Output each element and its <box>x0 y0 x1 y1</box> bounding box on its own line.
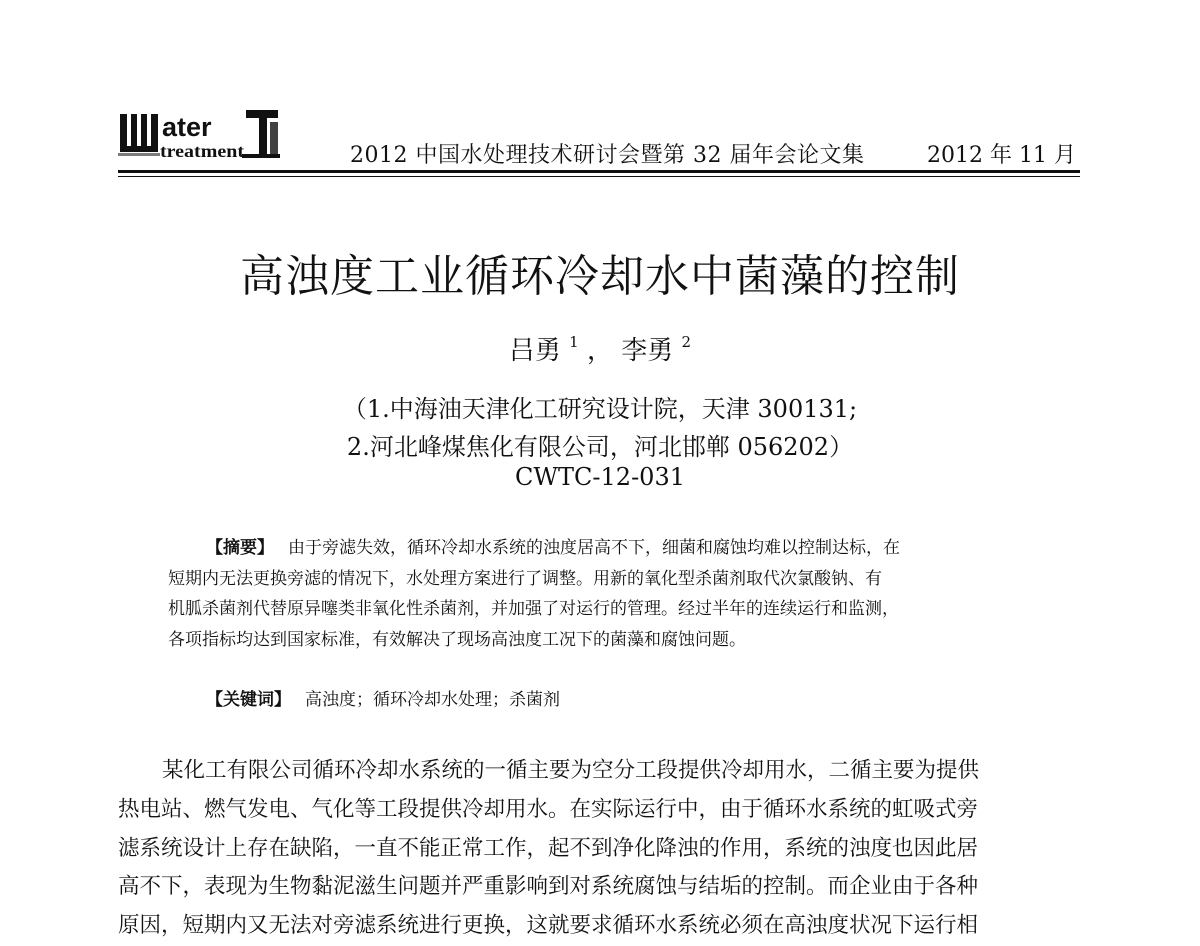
keywords <box>206 685 560 710</box>
body-paragraph <box>118 752 1080 946</box>
issue-date: 2012 年 11 月 <box>927 143 1076 168</box>
running-header <box>118 108 1080 174</box>
abstract-line <box>168 533 1030 564</box>
keywords-label: 【关键词】 <box>206 690 291 710</box>
body-line: 某化工有限公司循环冷却水系统的一循主要为空分工段提供冷却用水，二循主要为提供 <box>162 758 980 783</box>
abstract-label: 【摘要】 <box>206 538 274 558</box>
abstract-line: 各项指标均达到国家标准，有效解决了现场高浊度工况下的菌藻和腐蚀问题。 <box>168 629 746 650</box>
abstract-line: 机胍杀菌剂代替原异噻类非氧化性杀菌剂，并加强了对运行的管理。经过半年的连续运行和监测， <box>168 599 899 619</box>
keywords-text: 高浊度；循环冷却水处理；杀菌剂 <box>305 690 560 710</box>
author-name: 李勇 <box>621 336 674 366</box>
body-line: 原因，短期内又无法对旁滤系统进行更换，这就要求循环水系统必须在高浊度状况下运行相 <box>118 913 979 939</box>
paper-code: CWTC-12-031 <box>515 463 685 491</box>
affiliation-mark: 1 <box>569 333 579 351</box>
affiliation-mark: 2 <box>681 333 692 351</box>
paper-title: 高浊度工业循环冷却水中菌藻的控制 <box>240 251 960 302</box>
abstract-text: 由于旁滤失效，循环冷却水系统的浊度居高不下，细菌和腐蚀均难以控制达标，在 <box>288 538 900 558</box>
logo-word-top: ater <box>162 112 212 142</box>
author-name: 吕勇 <box>508 336 561 366</box>
abstract <box>168 533 1030 655</box>
water-treatment-logo <box>118 108 280 164</box>
author-separator: ， <box>586 336 613 366</box>
body-line: 高不下，表现为生物黏泥滋生问题并严重影响到对系统腐蚀与结垢的控制。而企业由于各种 <box>118 874 979 900</box>
affiliation-line: （1.中海油天津化工研究设计院，天津 300131; <box>342 395 858 423</box>
header-rule-thin <box>118 176 1080 177</box>
journal-name: 2012 中国水处理技术研讨会暨第 32 届年会论文集 <box>350 143 865 168</box>
abstract-line: 短期内无法更换旁滤的情况下，水处理方案进行了调整。用新的氧化型杀菌剂取代次氯酸钠、有 <box>168 568 882 589</box>
author-line <box>0 330 1200 367</box>
logo-word-bottom: treatment <box>160 141 244 161</box>
body-line: 热电站、燃气发电、气化等工段提供冷却用水。在实际运行中，由于循环水系统的虹吸式旁 <box>118 796 979 822</box>
affiliation-line: 2.河北峰煤焦化有限公司，河北邯郸 056202） <box>346 433 854 461</box>
header-rule-thick <box>118 170 1080 173</box>
body-line: 滤系统设计上存在缺陷，一直不能正常工作，起不到净化降浊的作用，系统的浊度也因此居 <box>118 835 979 861</box>
